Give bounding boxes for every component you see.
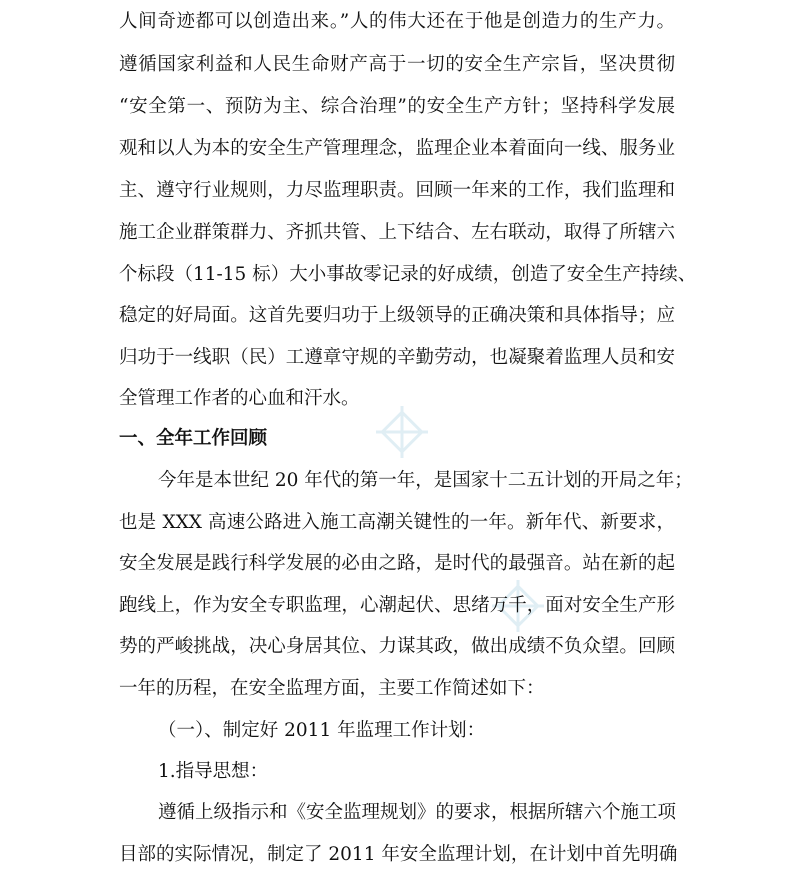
paragraph-line: 全管理工作者的心血和汗水。 [119,388,360,409]
paragraph-line: 施工企业群策群力、齐抓共管、上下结合、左右联动，取得了所辖六 [119,222,675,243]
paragraph-line: 安全发展是践行科学发展的必由之路，是时代的最强音。站在新的起 [119,553,675,574]
paragraph-line: 人间奇迹都可以创造出来。”人的伟大还在于他是创造力的生产力。 [119,11,675,32]
paragraph-line: 目部的实际情况，制定了 2011 年安全监理计划，在计划中首先明确 [119,844,678,865]
paragraph-line: 主、遵守行业规则，力尽监理职责。回顾一年来的工作，我们监理和 [119,180,675,201]
paragraph-line: 一年的历程，在安全监理方面，主要工作简述如下： [119,678,545,699]
paragraph-line: 势的严峻挑战，决心身居其位、力谋其政，做出成绩不负众望。回顾 [119,636,675,657]
paragraph-line: 遵循国家利益和人民生命财产高于一切的安全生产宗旨，坚决贯彻 [119,54,675,75]
paragraph-line: 观和以人为本的安全生产管理理念，监理企业本着面向一线、服务业 [119,138,675,159]
paragraph-line: 归功于一线职（民）工遵章守规的辛勤劳动，也凝聚着监理人员和安 [119,347,675,368]
paragraph-line: 今年是本世纪 20 年代的第一年，是国家十二五计划的开局之年； [158,470,693,491]
paragraph-line: 稳定的好局面。这首先要归功于上级领导的正确决策和具体指导；应 [119,305,675,326]
subsection-heading: （一）、制定好 2011 年监理工作计划： [158,720,486,741]
paragraph-line: “安全第一、预防为主、综合治理”的安全生产方针；坚持科学发展 [119,96,675,117]
paragraph-line: 遵循上级指示和《安全监理规划》的要求，根据所辖六个施工项 [158,802,677,823]
subsection-item-heading: 1.指导思想： [158,761,269,782]
paragraph-line: 个标段（11-15 标）大小事故零记录的好成绩，创造了安全生产持续、 [119,264,697,285]
paragraph-line: 也是 XXX 高速公路进入施工高潮关键性的一年。新年代、新要求， [119,512,675,533]
section-heading: 一、全年工作回顾 [119,428,268,449]
paragraph-line: 跑线上，作为安全专职监理，心潮起伏、思绪万千，面对安全生产形 [119,595,675,616]
